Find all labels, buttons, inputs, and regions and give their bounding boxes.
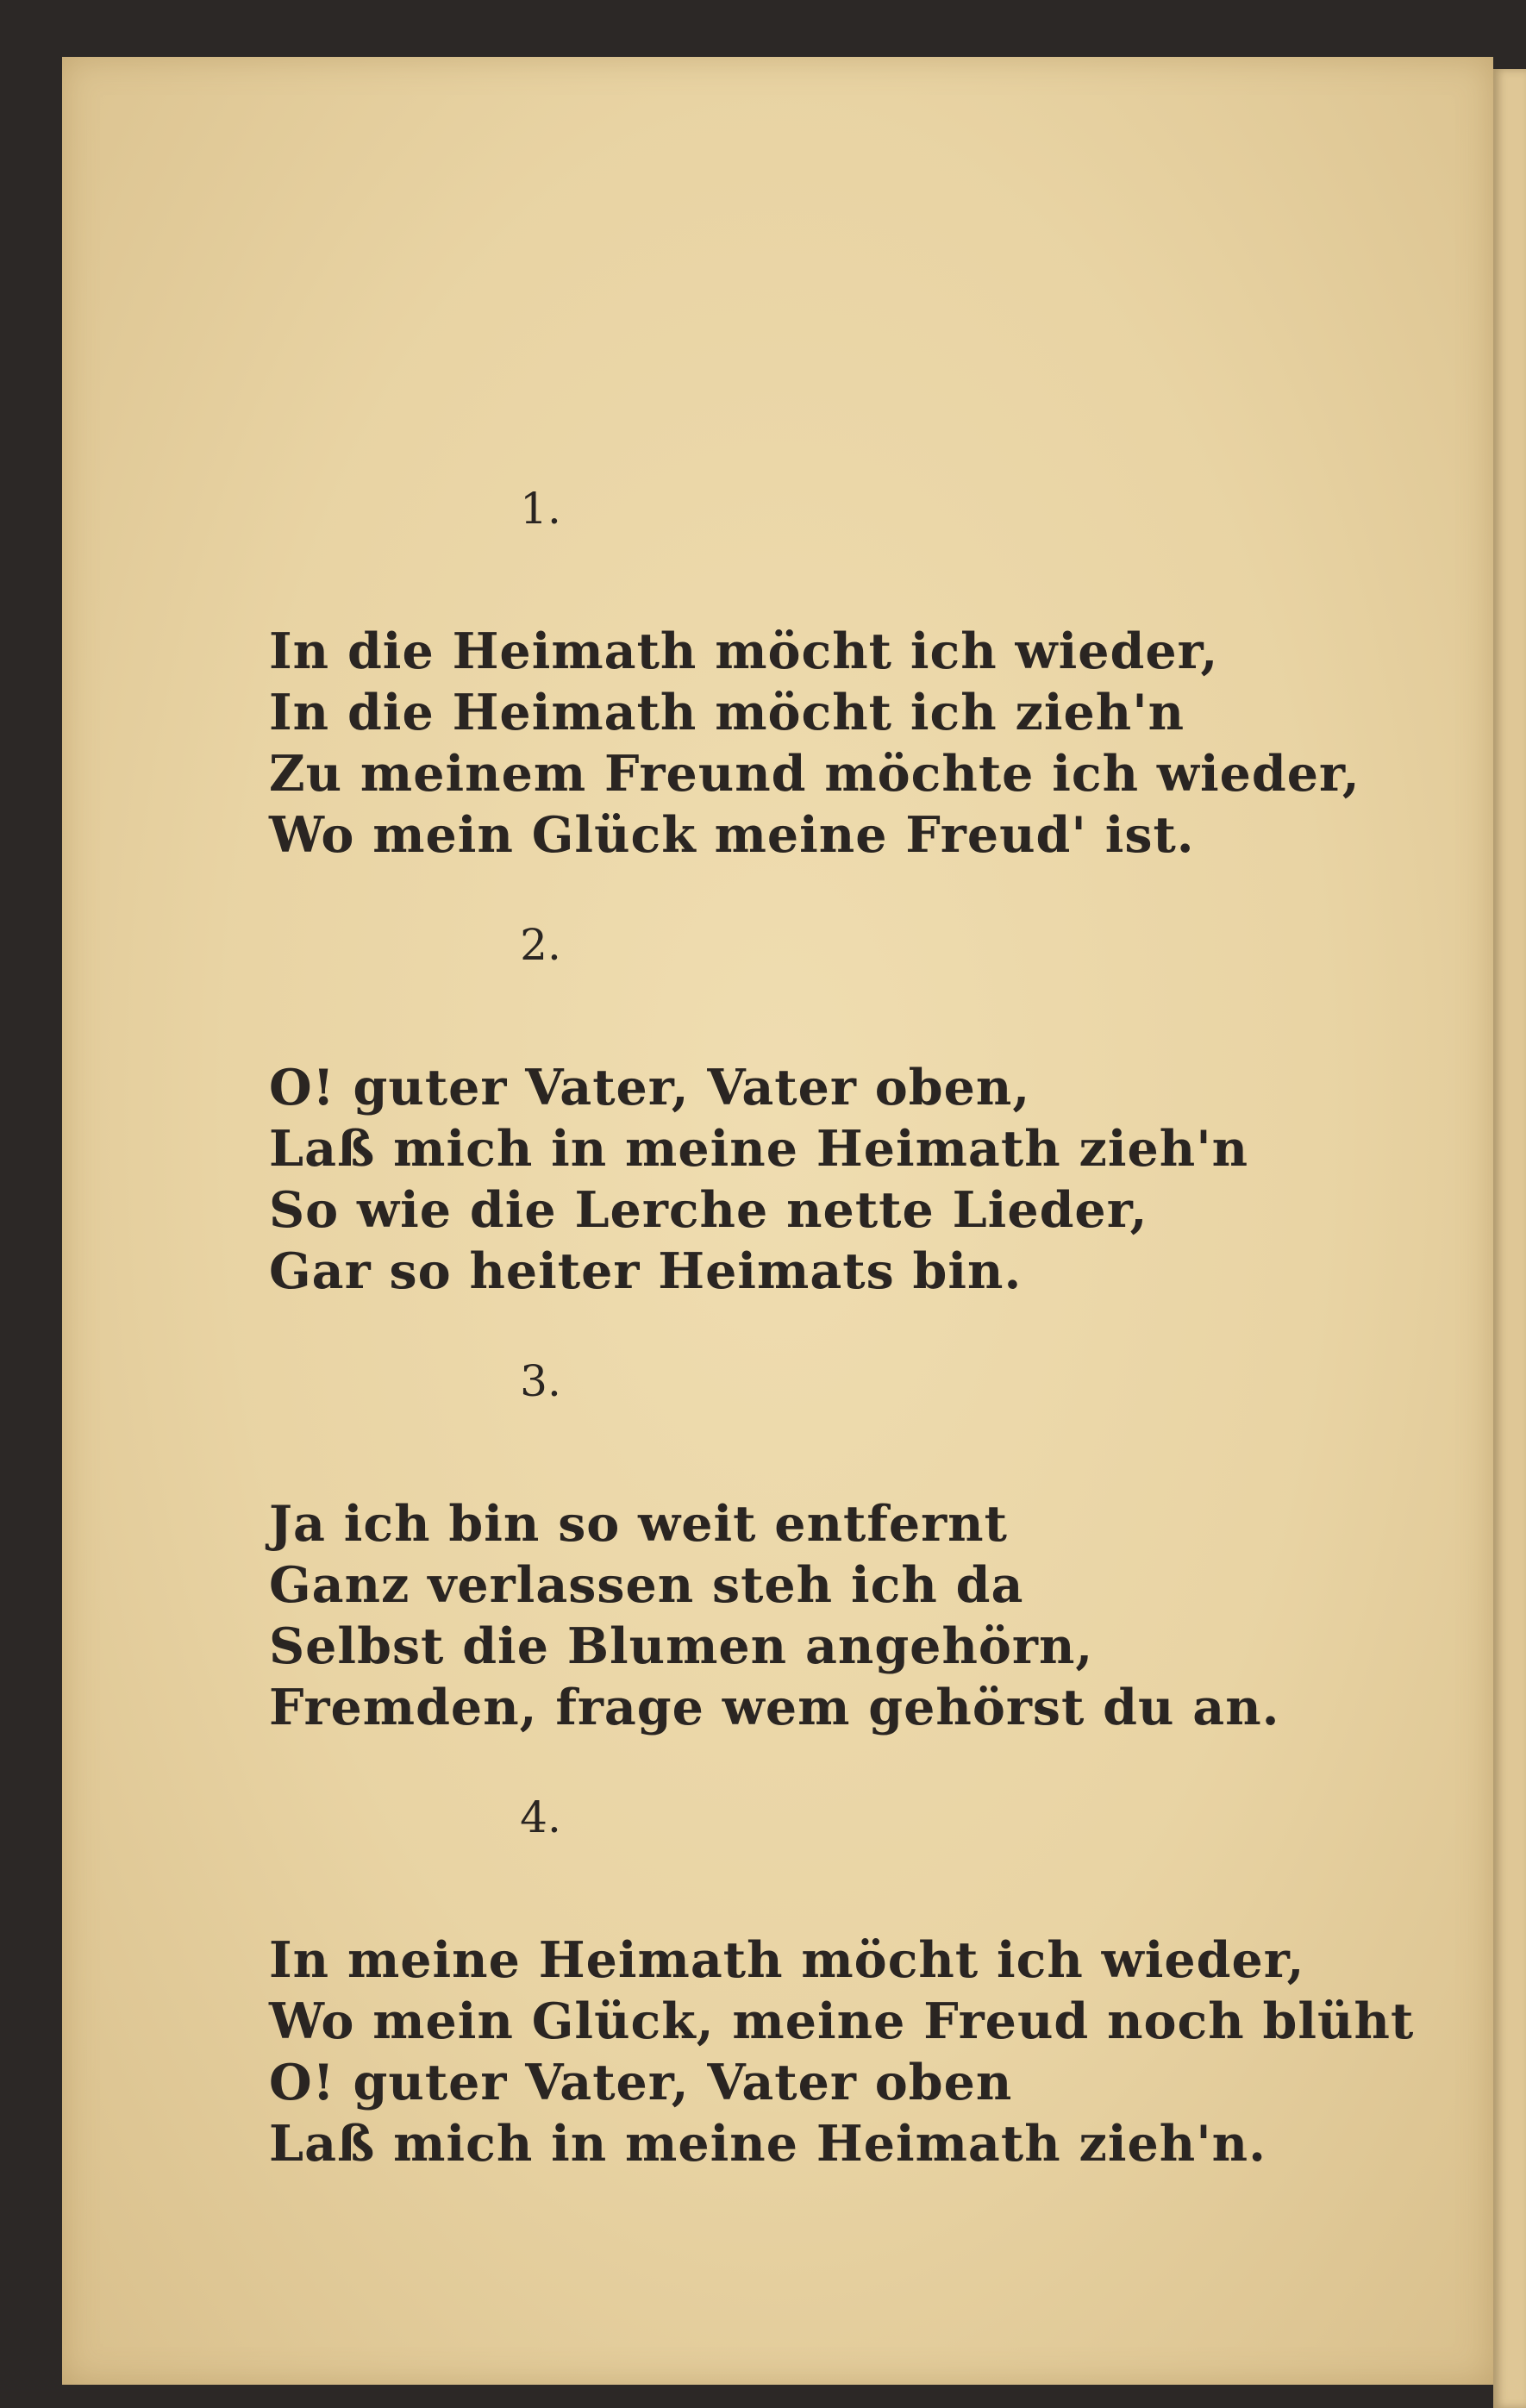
poem: [269, 483, 1415, 2228]
verse-line: O! guter Vater, Vater oben,: [269, 1059, 1031, 1116]
verse-line: Wo mein Glück, meine Freud noch blüht: [269, 1992, 1415, 2050]
verse-line: Zu meinem Freund möchte ich wieder,: [269, 745, 1360, 803]
verse-line: In die Heimath möcht ich wieder,: [269, 622, 1219, 680]
verse-line: In die Heimath möcht ich zieh'n: [269, 684, 1185, 741]
stanza-2: [269, 919, 1390, 1302]
next-page-edge: [1493, 69, 1526, 2408]
stanza-number: 1.: [520, 484, 561, 534]
verse-line: So wie die Lerche nette Lieder,: [269, 1181, 1148, 1239]
verse-line: Laß mich in meine Heimath zieh'n.: [269, 2115, 1266, 2173]
verse-line: Ja ich bin so weit entfernt: [269, 1495, 1008, 1553]
verse-line: Wo mein Glück meine Freud' ist.: [269, 806, 1195, 864]
verse-line: In meine Heimath möcht ich wieder,: [269, 1931, 1305, 1989]
stanza-number: 3.: [520, 1356, 561, 1406]
verse-line: Ganz verlassen steh ich da: [269, 1556, 1024, 1614]
verse-line: Laß mich in meine Heimath zieh'n: [269, 1120, 1249, 1178]
verse-line: Selbst die Blumen angehörn,: [269, 1617, 1094, 1675]
stanza-1: [269, 483, 1390, 866]
verse-line: O! guter Vater, Vater oben: [269, 2054, 1013, 2111]
verse-line: Gar so heiter Heimats bin.: [269, 1242, 1023, 1300]
stanza-3: [269, 1355, 1390, 1738]
stanza-number: 2.: [520, 920, 561, 970]
stanza-number: 4.: [520, 1792, 561, 1842]
verse-line: Fremden, frage wem gehörst du an.: [269, 1679, 1280, 1736]
stanza-4: [269, 1792, 1415, 2174]
